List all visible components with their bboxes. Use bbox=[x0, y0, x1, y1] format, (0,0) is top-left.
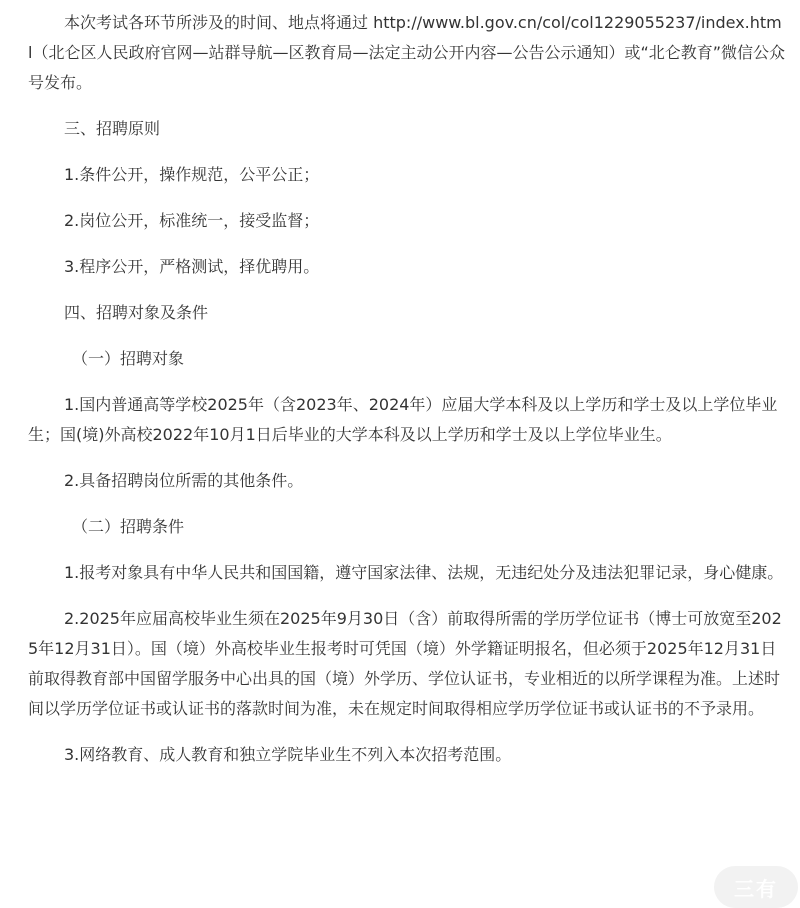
condition-item-2: 2.2025年应届高校毕业生须在2025年9月30日（含）前取得所需的学历学位证书（博士可放宽至2025年12月31日）。国（境）外高校毕业生报考时可凭国（境）外学籍证明报名，但必须于2025年12月31日前取得教育部中国留学服务中心出具的国（境）外学历、学位认证书，专业相近的以所学课程为准。上述时间以学历学位证书或认证书的落款时间为准，未在规定时间取得相应学历学位证书或认证书的不予录用。 bbox=[28, 609, 782, 718]
principle-item-3: 3.程序公开，严格测试，择优聘用。 bbox=[64, 257, 320, 276]
principle-item-1: 1.条件公开，操作规范，公平公正； bbox=[64, 165, 320, 184]
watermark-badge bbox=[714, 866, 798, 908]
condition-item-3: 3.网络教育、成人教育和独立学院毕业生不列入本次招考范围。 bbox=[64, 745, 512, 764]
heading-recruitment-targets-conditions: 四、招聘对象及条件 bbox=[64, 303, 209, 322]
target-item-1: 1.国内普通高等学校2025年（含2023年、2024年）应届大学本科及以上学历和学士及以上学位毕业生；国(境)外高校2022年10月1日后毕业的大学本科及以上学历和学士及以上学位毕业生。 bbox=[28, 395, 778, 444]
watermark-text: 三有 bbox=[734, 876, 778, 901]
target-item-2: 2.具备招聘岗位所需的其他条件。 bbox=[64, 471, 304, 490]
subheading-recruitment-targets: （一）招聘对象 bbox=[72, 349, 185, 368]
principle-item-2: 2.岗位公开，标准统一，接受监督； bbox=[64, 211, 320, 230]
subheading-recruitment-conditions: （二）招聘条件 bbox=[72, 517, 185, 536]
condition-item-1: 1.报考对象具有中华人民共和国国籍，遵守国家法律、法规，无违纪处分及违法犯罪记录，身心健康。 bbox=[64, 563, 784, 582]
heading-recruitment-principles: 三、招聘原则 bbox=[64, 119, 161, 138]
paragraph-announcement: 本次考试各环节所涉及的时间、地点将通过 http://www.bl.gov.cn/col/col1229055237/index.html（北仑区人民政府官网—站群导航—区教育局—法定主动公开内容—公告公示通知）或“北仑教育”微信公众号发布。 bbox=[28, 13, 786, 92]
